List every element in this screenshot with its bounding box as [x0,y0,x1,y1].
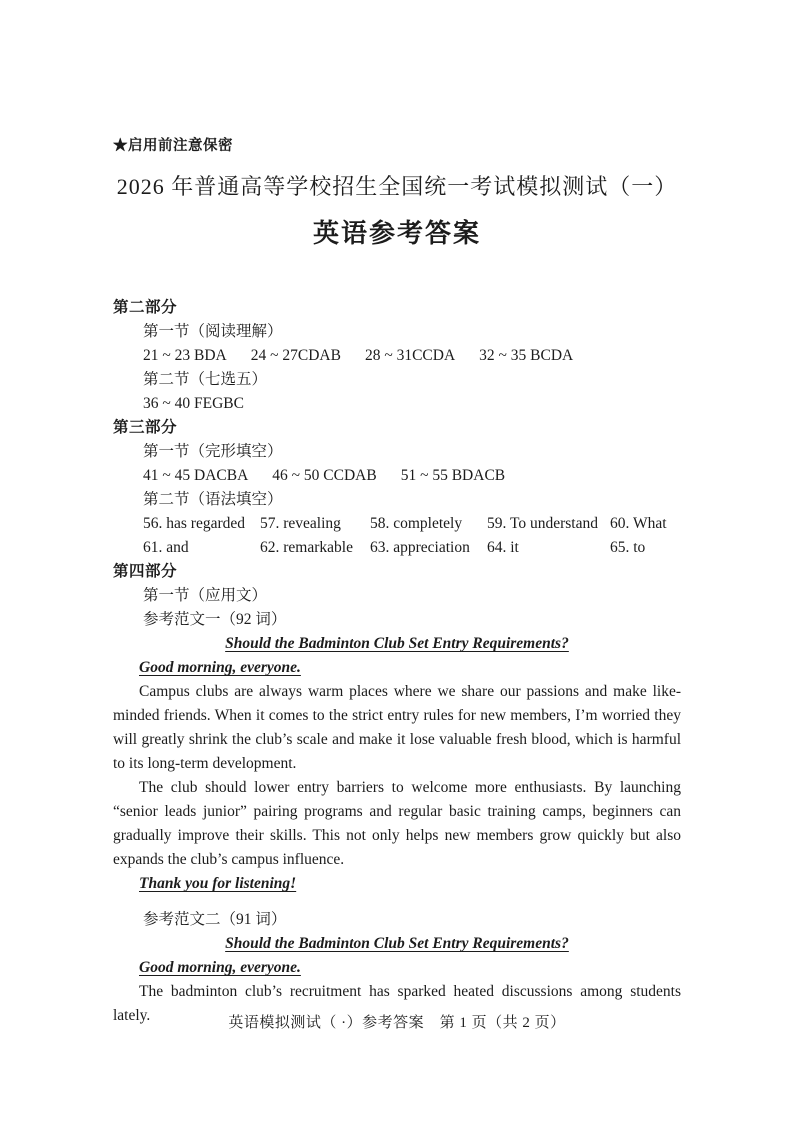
part3-section1-label: 第一节（完形填空） [143,443,283,460]
essay1-paragraph-2: The club should lower entry barriers to welcome more enthusiasts. By launching “senior leads junior” pairing programs and regular basic training camps, beginners can gradually improve their skills. This not only helps new members grow quickly but also expands the club’s campus influence. [113,779,681,868]
grammar-answer: 60. What [610,515,667,532]
answer-group: 32 ~ 35 BCDA [479,347,574,364]
grammar-answer: 63. appreciation [370,539,470,556]
essay2-greeting: Good morning, everyone. [139,959,301,976]
grammar-answer: 58. completely [370,515,463,532]
essay2-label: 参考范文二（91 词） [143,911,287,928]
security-notice [113,137,681,155]
essay2-paragraph-1: The badminton club’s recruitment has sparked heated discussions among students lately. [113,983,681,1024]
page-footer: 英语模拟测试（ ·）参考答案 第 1 页（共 2 页） [228,1015,566,1031]
seven-choose-five-answers: 36 ~ 40 FEGBC [143,395,244,412]
answer-group: 21 ~ 23 BDA [143,347,227,364]
answer-group: 24 ~ 27CDAB [250,347,341,364]
part2-section1-label: 第一节（阅读理解） [143,323,283,340]
essay2-title: Should the Badminton Club Set Entry Requirements? [225,935,569,952]
cloze-answers-row [113,464,681,488]
reading-answers-row [113,344,681,368]
essay1-paragraph-1: Campus clubs are always warm places where we share our passions and make like-minded friends. When it comes to the strict entry rules for new members, I’m worried they will greatly shrink the club’s scale and make it lose valuable fresh blood, which is harmful to its long-term development. [113,683,681,772]
grammar-answer: 62. remarkable [260,539,353,556]
grammar-answer: 61. and [143,539,189,556]
exam-title: 2026 年普通高等学校招生全国统一考试模拟测试（一） [116,174,678,199]
answer-group: 51 ~ 55 BDACB [400,467,506,484]
grammar-answers-grid [113,512,681,560]
essay1-closing: Thank you for listening! [139,875,297,892]
part2-section2-label: 第二节（七选五） [143,371,268,388]
security-notice-text: 启用前注意保密 [128,138,233,154]
essay1-title: Should the Badminton Club Set Entry Requirements? [225,635,569,652]
part4-section1-label: 第一节（应用文） [143,587,268,604]
answer-group: 46 ~ 50 CCDAB [272,467,377,484]
part3-section2-label: 第二节（语法填空） [143,491,283,508]
answer-group: 41 ~ 45 DACBA [143,467,249,484]
answer-key-body [113,296,681,1028]
grammar-answer: 65. to [610,539,646,556]
part2-heading: 第二部分 [113,299,178,316]
grammar-answer: 64. it [487,539,519,556]
grammar-answer: 59. To understand [487,515,598,532]
part4-heading: 第四部分 [113,563,178,580]
part3-heading: 第三部分 [113,419,178,436]
essay2-block [113,908,681,1028]
essay1-greeting: Good morning, everyone. [139,659,301,676]
grammar-answer: 56. has regarded [143,515,245,532]
answer-key-title: 英语参考答案 [312,218,481,248]
star-icon: ★ [113,138,128,154]
grammar-answer: 57. revealing [260,515,341,532]
page-content [113,137,681,1028]
answer-group: 28 ~ 31CCDA [364,347,456,364]
essay1-label: 参考范文一（92 词） [143,611,287,628]
